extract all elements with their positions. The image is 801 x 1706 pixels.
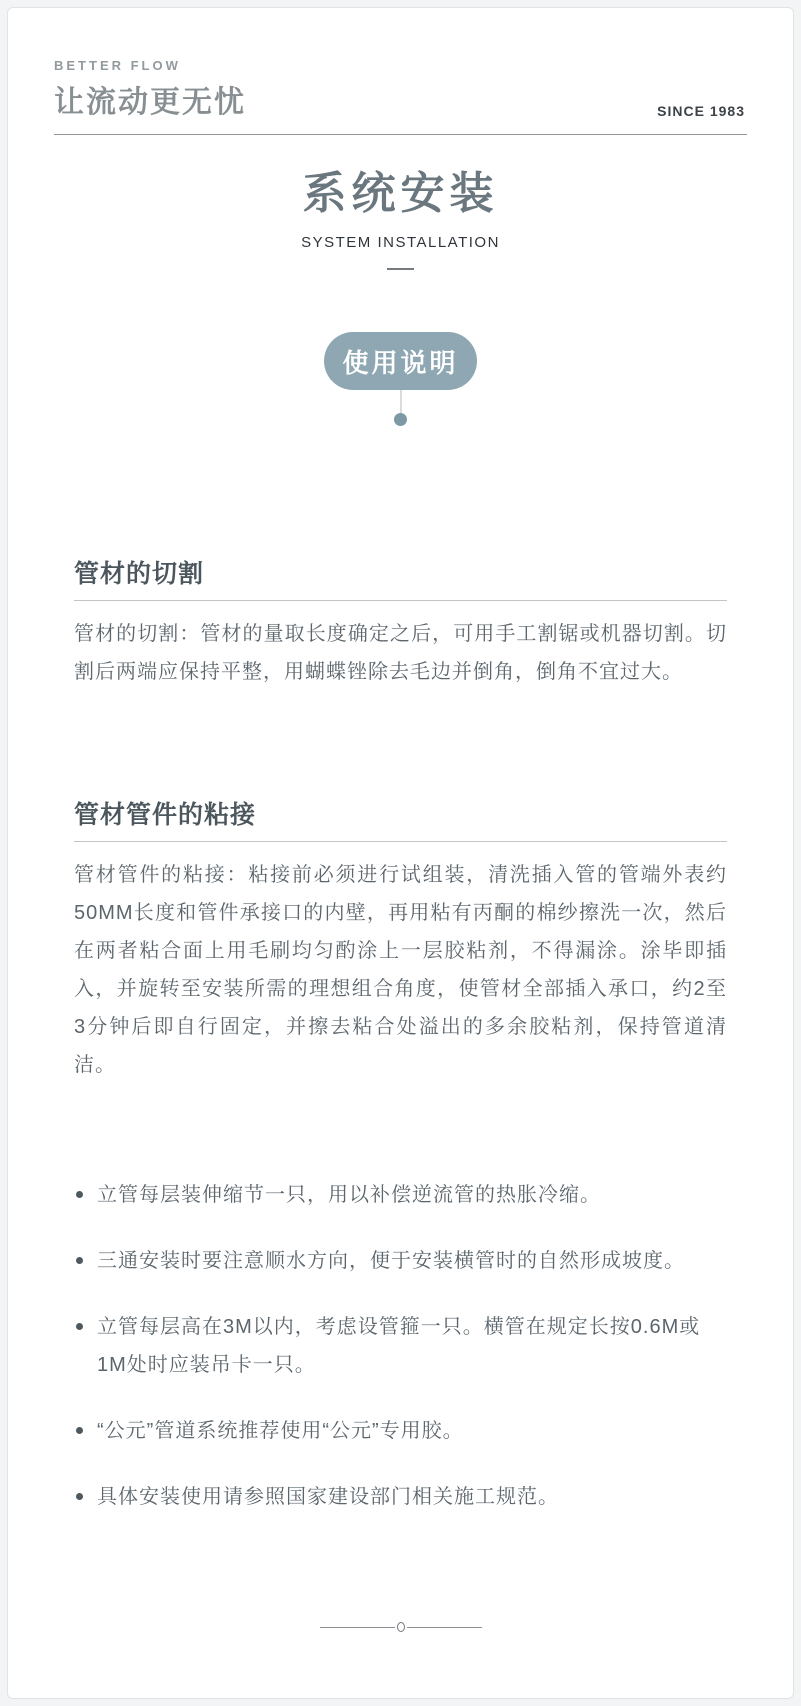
brand-logo: 让流动更无忧 — [54, 86, 246, 119]
connector-dot-icon — [394, 413, 407, 426]
page-subtitle: SYSTEM INSTALLATION — [301, 234, 500, 251]
usage-badge-block — [8, 332, 793, 426]
list-item — [74, 1478, 727, 1516]
section-heading: 管材的切割 — [74, 560, 205, 588]
section-body: 管材的切割：管材的量取长度确定之后，可用手工割锯或机器切割。切割后两端应保持平整，用蝴蝶锉除去毛边并倒角，倒角不宜过大。 — [74, 623, 727, 683]
section-divider — [74, 600, 727, 601]
section-divider — [74, 841, 727, 842]
list-item — [74, 1412, 727, 1450]
list-item — [74, 1308, 727, 1384]
list-item — [74, 1176, 727, 1214]
section-body: 管材管件的粘接：粘接前必须进行试组装，清洗插入管的管端外表约50MM长度和管件承接口的内壁，再用粘有丙酮的棉纱擦洗一次，然后在两者粘合面上用毛刷均匀酌涂上一层胶粘剂，不得漏涂。涂毕即插入，并旋转至安装所需的理想组合角度，使管材全部插入承口，约2至3分钟后即自行固定，并擦去粘合处溢出的多余胶粘剂，保持管道清洁。 — [74, 864, 727, 1076]
usage-badge: 使用说明 — [324, 332, 477, 390]
header-divider — [54, 134, 747, 135]
note-text: 立管每层装伸缩节一只，用以补偿逆流管的热胀冷缩。 — [97, 1184, 601, 1206]
notes-list — [74, 1176, 727, 1516]
note-text: 具体安装使用请参照国家建设部门相关施工规范。 — [97, 1486, 559, 1508]
page-card — [7, 7, 794, 1699]
since-label: SINCE 1983 — [657, 103, 745, 119]
footer-line-right — [407, 1627, 482, 1628]
page-title: 系统安装 — [302, 169, 499, 218]
section-heading: 管材管件的粘接 — [74, 801, 257, 829]
section-pipe-bonding — [74, 795, 727, 1084]
section-pipe-cutting — [74, 554, 727, 691]
title-block — [8, 157, 793, 270]
header — [8, 8, 793, 121]
bullet-icon — [76, 1257, 83, 1264]
note-text: 三通安装时要注意顺水方向，便于安装横管时的自然形成坡度。 — [97, 1250, 685, 1272]
bullet-icon — [76, 1323, 83, 1330]
bullet-icon — [76, 1493, 83, 1500]
list-item — [74, 1242, 727, 1280]
footer-line-left — [320, 1627, 395, 1628]
brand-block — [54, 58, 246, 121]
content — [8, 554, 793, 1516]
footer-divider — [320, 1622, 482, 1632]
connector-line — [400, 390, 402, 413]
bullet-icon — [76, 1191, 83, 1198]
note-text: 立管每层高在3M以内，考虑设管箍一只。横管在规定长按0.6M或1M处时应装吊卡一只。 — [97, 1316, 701, 1376]
bullet-icon — [76, 1427, 83, 1434]
note-text: “公元”管道系统推荐使用“公元”专用胶。 — [97, 1420, 464, 1442]
ring-icon — [397, 1622, 405, 1632]
brand-tagline: BETTER FLOW — [54, 58, 181, 73]
subtitle-dash — [387, 268, 414, 270]
